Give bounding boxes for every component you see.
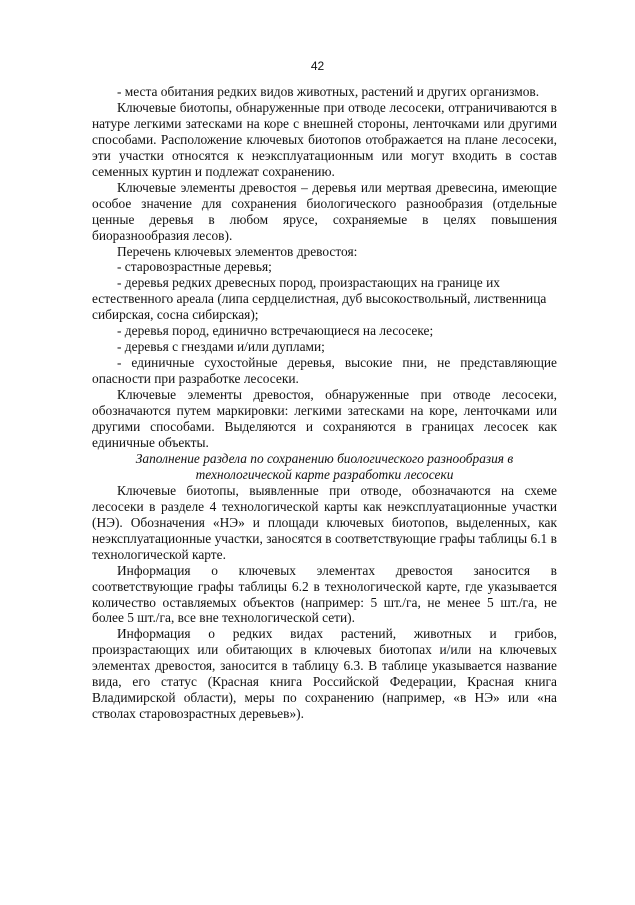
paragraph: - единичные сухостойные деревья, высокие пни, не представляющие опасности при разработке лесосеки.	[92, 355, 557, 387]
paragraph: Ключевые элементы древостоя, обнаруженные при отводе лесосеки, обозначаются путем маркировки: легкими затесками на коре, ленточками или другими способами. Выделяются и сохраняются в границах лесосек как единичные объекты.	[92, 387, 557, 450]
paragraph: - старовозрастные деревья;	[117, 259, 272, 275]
paragraph: - места обитания редких видов животных, растений и других организмов.	[117, 84, 540, 99]
paragraph: Информация о ключевых элементах древостоя заносится в соответствующие графы таблицы 6.2 в технологической карте, где указывается количество оставляемых объектов (например: 5 шт./га, не менее 5 шт./га, не более 5 шт./га, все вне технологической сети).	[92, 562, 557, 626]
paragraph: - деревья с гнездами и/или дуплами;	[117, 339, 325, 355]
document-body	[92, 84, 557, 722]
paragraph: - деревья редких древесных пород, произрастающих на границе их естественного ареала (липа сердцелистная, дуб высокоствольный, лиственница сибирская, сосна сибирская);	[92, 275, 547, 323]
page-number: 42	[310, 59, 325, 73]
paragraph: - деревья пород, единично встречающиеся на лесосеке;	[117, 323, 434, 339]
paragraph: Информация о редких видах растений, животных и грибов, произрастающих или обитающих в ключевых биотопах и/или на ключевых элементах древостоя, заносится в таблицу 6.3. В таблице указывается название вида, его статус (Красная книга Российской Федерации, Красная книга Владимирской области), меры по сохранению (например, «в НЭ» или «на стволах старовозрастных деревьев»).	[92, 626, 557, 722]
section-heading: Заполнение раздела по сохранению биологического разнообразия в технологической карте разработки лесосеки	[135, 450, 514, 482]
paragraph: Перечень ключевых элементов древостоя:	[117, 243, 358, 259]
paragraph: Ключевые биотопы, обнаруженные при отводе лесосеки, отграничиваются в натуре легкими затесками на коре с внешней стороны, ленточками или другими способами. Расположение ключевых биотопов отображается на плане лесосеки, эти участки относятся к неэксплуатационным или могут входить в состав семенных куртин и подлежат сохранению.	[92, 99, 557, 179]
paragraph: Ключевые биотопы, выявленные при отводе, обозначаются на схеме лесосеки в разделе 4 технологической карты как неэксплуатационные участки (НЭ). Обозначения «НЭ» и площади ключевых биотопов, выделенных, как неэксплуатационные участки, заносятся в соответствующие графы таблицы 6.1 в технологической карте.	[92, 482, 557, 562]
paragraph: Ключевые элементы древостоя – деревья или мертвая древесина, имеющие особое значение для сохранения биологического разнообразия (отдельные ценные деревья в любом ярусе, сохраняемые в целях повышения биоразнообразия лесов).	[92, 179, 557, 243]
